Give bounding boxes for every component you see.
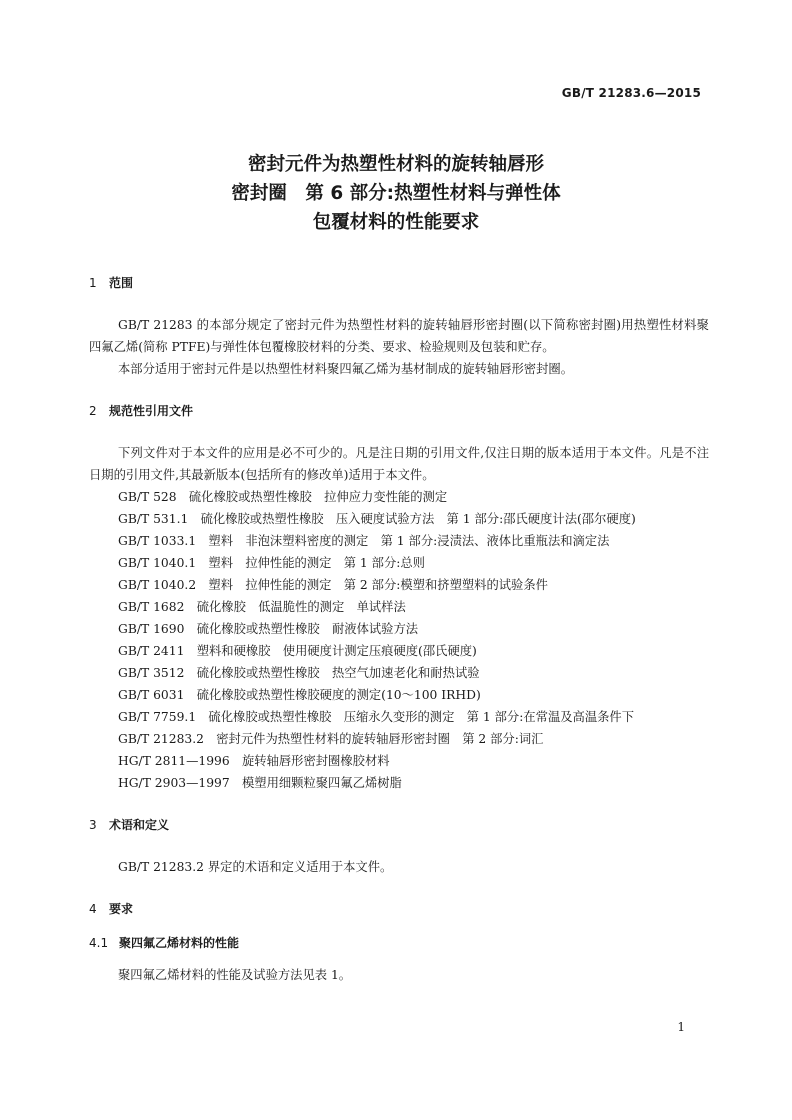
scope-paragraph-1: GB/T 21283 的本部分规定了密封元件为热塑性材料的旋转轴唇形密封圈(以下简称密封圈)用热塑性材料聚四氟乙烯(简称 PTFE)与弹性体包覆橡胶材料的分类、要求、检验规则及包装和贮存。 bbox=[89, 318, 709, 354]
standard-code: GB/T 21283.6—2015 bbox=[561, 86, 701, 100]
terms-paragraph: GB/T 21283.2 界定的术语和定义适用于本文件。 bbox=[118, 860, 393, 874]
reference-item: GB/T 528 硫化橡胶或热塑性橡胶 拉伸应力变性能的测定 bbox=[118, 490, 448, 504]
reference-item: HG/T 2811—1996 旋转轴唇形密封圈橡胶材料 bbox=[118, 754, 390, 768]
reference-item: GB/T 21283.2 密封元件为热塑性材料的旋转轴唇形密封圈 第 2 部分:词汇 bbox=[118, 732, 544, 746]
subsection-4-1-heading bbox=[89, 932, 709, 954]
section-number: 4 bbox=[89, 902, 97, 916]
reference-item: GB/T 2411 塑料和硬橡胶 使用硬度计测定压痕硬度(邵氏硬度) bbox=[118, 644, 477, 658]
normative-refs-intro: 下列文件对于本文件的应用是必不可少的。凡是注日期的引用文件,仅注日期的版本适用于本文件。凡是不注日期的引用文件,其最新版本(包括所有的修改单)适用于本文件。 bbox=[89, 446, 709, 482]
section-1-heading bbox=[89, 272, 709, 294]
reference-item: GB/T 531.1 硫化橡胶或热塑性橡胶 压入硬度试验方法 第 1 部分:邵氏硬度计法(邵尔硬度) bbox=[118, 512, 636, 526]
section-title: 规范性引用文件 bbox=[109, 404, 194, 418]
title-line-2: 密封圈 第 6 部分:热塑性材料与弹性体 bbox=[231, 183, 561, 204]
section-title: 范围 bbox=[109, 276, 134, 290]
scope-paragraph-2: 本部分适用于密封元件是以热塑性材料聚四氟乙烯为基材制成的旋转轴唇形密封圈。 bbox=[118, 362, 573, 376]
reference-item: GB/T 7759.1 硫化橡胶或热塑性橡胶 压缩永久变形的测定 第 1 部分:在常温及高温条件下 bbox=[118, 710, 635, 724]
reference-item: GB/T 3512 硫化橡胶或热塑性橡胶 热空气加速老化和耐热试验 bbox=[118, 666, 480, 680]
document-title bbox=[0, 150, 792, 237]
document-body bbox=[89, 272, 709, 986]
section-number: 1 bbox=[89, 276, 97, 290]
reference-item: GB/T 6031 硫化橡胶或热塑性橡胶硬度的测定(10～100 IRHD) bbox=[118, 688, 481, 702]
reference-item: GB/T 1682 硫化橡胶 低温脆性的测定 单试样法 bbox=[118, 600, 406, 614]
section-3-heading bbox=[89, 814, 709, 836]
section-title: 要求 bbox=[109, 902, 134, 916]
reference-item: HG/T 2903—1997 模塑用细颗粒聚四氟乙烯树脂 bbox=[118, 776, 402, 790]
title-line-3: 包覆材料的性能要求 bbox=[312, 212, 480, 233]
reference-item: GB/T 1690 硫化橡胶或热塑性橡胶 耐液体试验方法 bbox=[118, 622, 419, 636]
ptfe-properties-paragraph: 聚四氟乙烯材料的性能及试验方法见表 1。 bbox=[118, 968, 352, 982]
subsection-title: 聚四氟乙烯材料的性能 bbox=[119, 936, 240, 950]
reference-item: GB/T 1040.2 塑料 拉伸性能的测定 第 2 部分:模塑和挤塑塑料的试验条件 bbox=[118, 578, 548, 592]
page-number: 1 bbox=[677, 1020, 685, 1034]
section-number: 3 bbox=[89, 818, 97, 832]
section-2-heading bbox=[89, 400, 709, 422]
reference-item: GB/T 1033.1 塑料 非泡沫塑料密度的测定 第 1 部分:浸渍法、液体比重瓶法和滴定法 bbox=[118, 534, 610, 548]
section-number: 2 bbox=[89, 404, 97, 418]
reference-item: GB/T 1040.1 塑料 拉伸性能的测定 第 1 部分:总则 bbox=[118, 556, 425, 570]
title-line-1: 密封元件为热塑性材料的旋转轴唇形 bbox=[247, 154, 544, 175]
section-title: 术语和定义 bbox=[109, 818, 170, 832]
section-4-heading bbox=[89, 898, 709, 920]
subsection-number: 4.1 bbox=[89, 936, 109, 950]
